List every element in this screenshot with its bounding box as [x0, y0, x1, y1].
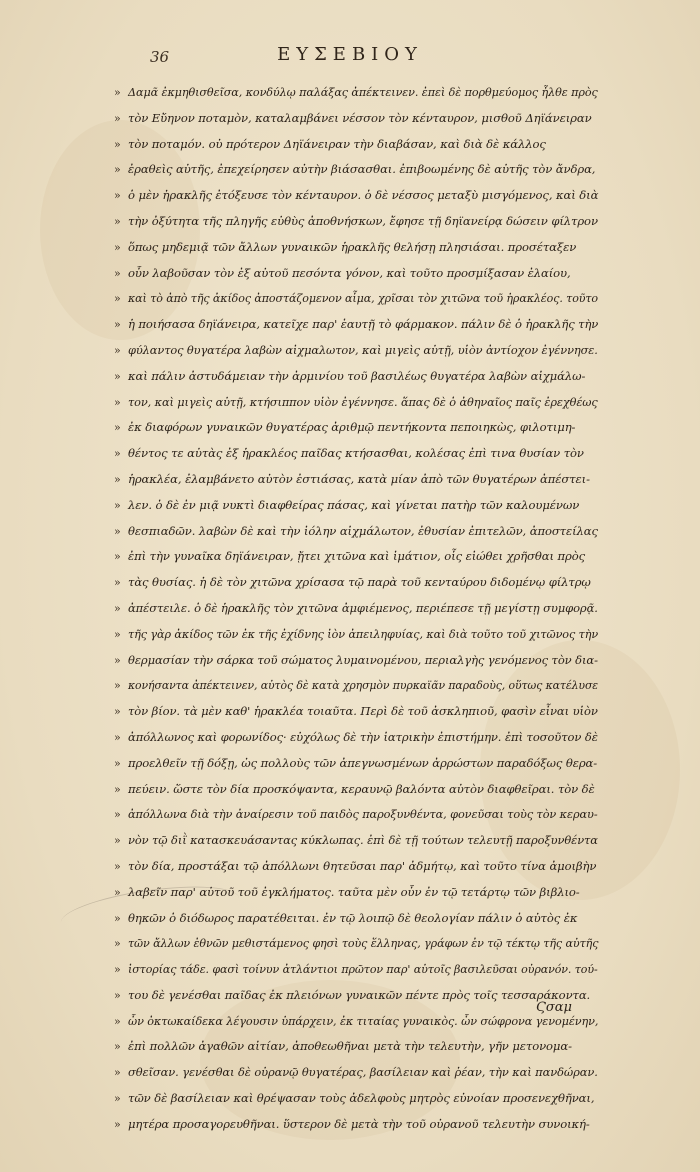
text-line: [114, 828, 598, 854]
quotation-marker: »: [114, 214, 121, 228]
text-line: [114, 261, 598, 287]
quotation-marker: »: [114, 189, 121, 203]
text-line: [114, 596, 598, 622]
quotation-marker: »: [114, 369, 121, 383]
quotation-marker: »: [114, 137, 121, 151]
quotation-marker: »: [114, 988, 121, 1002]
catchword-row: [0, 1000, 700, 1026]
text-line: [114, 673, 599, 699]
quotation-marker: »: [114, 318, 121, 332]
quotation-marker: »: [114, 524, 121, 538]
quotation-marker: »: [114, 1117, 121, 1131]
line-text: θέντος τε αὐτὰς ἐξ ἡρακλέος παῖδας κτήσασθαι, κολέσας ἐπὶ τινα θυσίαν τὸν: [128, 446, 584, 461]
quotation-marker: »: [114, 111, 121, 125]
text-line: [114, 338, 598, 364]
line-text: θερμασίαν τὴν σάρκα τοῦ σώματος λυμαινομένου, περιαλγὴς γενόμενος τὸν δια-: [128, 652, 598, 667]
line-text: κονήσαντα ἀπέκτεινεν, αὐτὸς δὲ κατὰ χρησμὸν πυρκαϊᾶν παραδοὺς, οὕτως κατέλυσε: [128, 678, 599, 693]
text-line: [114, 1034, 598, 1060]
line-text: θεσπιαδῶν. λαβὼν δὲ καὶ τὴν ἰόλην αἰχμάλωτον, ἐθυσίαν ἐπιτελῶν, ἀποστείλας: [128, 523, 598, 538]
quotation-marker: »: [114, 705, 121, 719]
line-text: Δαμᾶ ἐκμηθισθεῖσα, κονδύλῳ παλάξας ἀπέκτεινεν. ἐπεὶ δὲ πορθμεύομος ἦλθε πρὸς: [128, 85, 598, 99]
text-line: [114, 699, 598, 725]
text-line: [114, 286, 599, 312]
line-text: τὸν Εὔηνον ποταμὸν, καταλαμβάνει νέσσον τὸν κένταυρον, μισθοῦ Δηϊάνειραν: [128, 110, 592, 125]
quotation-marker: »: [114, 1014, 121, 1028]
text-line: [114, 519, 598, 545]
quotation-marker: »: [114, 86, 121, 99]
line-text: ὁ μὲν ἡρακλῆς ἐτόξευσε τὸν κένταυρον. ὁ δὲ νέσσος μεταξὺ μισγόμενος, καὶ διὰ: [128, 188, 599, 203]
text-line: [114, 1086, 598, 1112]
text-line: [114, 106, 598, 132]
text-line: [114, 854, 598, 880]
line-text: ἐπὶ τὴν γυναῖκα δηϊάνειραν, ᾔτει χιτῶνα καὶ ἱμάτιον, οἷς εἰώθει χρῆσθαι πρὸς: [128, 549, 586, 564]
text-line: [114, 544, 598, 570]
quotation-marker: »: [114, 550, 121, 564]
text-line: [114, 725, 598, 751]
line-text: ἡρακλέα, ἐλαμβάνετο αὐτὸν ἐστιάσας, κατὰ μίαν ἀπὸ τῶν θυγατέρων ἀπέστει-: [128, 471, 590, 486]
greek-text-block: [114, 80, 599, 1138]
quotation-marker: »: [114, 498, 121, 512]
text-line: [114, 132, 598, 158]
text-line: [114, 209, 598, 235]
text-line: [114, 777, 598, 803]
line-text: καὶ τὸ ἀπὸ τῆς ἀκίδος ἀποστάζομενον αἷμα, χρῖσαι τὸν χιτῶνα τοῦ ἡρακλέος. τοῦτο: [128, 291, 599, 306]
text-line: [114, 1060, 598, 1086]
line-text: ἀπέστειλε. ὁ δὲ ἡρακλῆς τὸν χιτῶνα ἀμφιέμενος, περιέπεσε τῇ μεγίστῃ συμφορᾷ.: [128, 600, 598, 615]
line-text: ὅπως μηδεμιᾷ τῶν ἄλλων γυναικῶν ἡρακλῆς θελήσῃ πλησιάσαι. προσέταξεν: [128, 239, 577, 254]
quotation-marker: »: [114, 627, 121, 641]
text-line: [114, 570, 598, 596]
line-text: του δὲ γενέσθαι παῖδας ἐκ πλειόνων γυναικῶν πέντε πρὸς τοῖς τεσσαράκοντα.: [128, 987, 591, 1002]
line-text: ἐπὶ πολλῶν ἀγαθῶν αἰτίαν, ἀποθεωθῆναι μετὰ τὴν τελευτὴν, γῆν μετονομα-: [128, 1039, 572, 1054]
text-line: [114, 80, 598, 106]
text-line: [114, 441, 598, 467]
line-text: τῶν ἄλλων ἐθνῶν μεθιστάμενος φησὶ τοὺς ἕλληνας, γράφων ἐν τῷ τέκτῳ τῆς αὐτῆς: [128, 936, 599, 951]
line-text: οὖν λαβοῦσαν τὸν ἐξ αὐτοῦ πεσόντα γόνον, καὶ τοῦτο προσμίξασαν ἐλαίου,: [128, 265, 571, 280]
quotation-marker: »: [114, 756, 121, 770]
quotation-marker: »: [114, 1040, 121, 1054]
line-text: πεύειν. ὥστε τὸν δία προσκόψαντα, κεραυνῷ βαλόντα αὐτὸν διαφθεῖραι. τὸν δὲ: [128, 781, 595, 796]
quotation-marker: »: [114, 240, 121, 254]
line-text: τῶν δὲ βασίλειαν καὶ θρέψασαν τοὺς ἀδελφοὺς μητρὸς εὐνοίαν προσενεχθῆναι,: [128, 1091, 595, 1106]
line-text: φύλαντος θυγατέρα λαβὼν αἰχμαλωτον, καὶ μιγεὶς αὐτῇ, υἱὸν ἀντίοχον ἐγέννησε.: [128, 342, 598, 357]
quotation-marker: »: [114, 1092, 121, 1106]
text-line: [114, 235, 598, 261]
quotation-marker: »: [114, 808, 121, 822]
quotation-marker: »: [114, 395, 121, 409]
quotation-marker: »: [114, 963, 121, 977]
text-line: [114, 931, 599, 957]
page-header: [0, 44, 700, 74]
quotation-marker: »: [114, 679, 121, 693]
text-line: [114, 957, 598, 983]
text-line: [114, 493, 598, 519]
line-text: σθεῖσαν. γενέσθαι δὲ οὐρανῷ θυγατέρας, βασίλειαν καὶ ῥέαν, τὴν καὶ πανδώραν.: [128, 1065, 598, 1080]
line-text: ἀπόλλωνα διὰ τὴν ἀναίρεσιν τοῦ παιδὸς παροξυνθέντα, φονεῦσαι τοὺς τὸν κεραυ-: [128, 807, 598, 822]
text-line: [114, 467, 598, 493]
line-text: τὴν ὀξύτητα τῆς πληγῆς εὐθὺς ἀποθνήσκων, ἔφησε τῇ δηϊανείρᾳ δώσειν φίλτρον: [128, 213, 598, 228]
line-text: ὧν ὀκτωκαίδεκα λέγουσιν ὑπάρχειν, ἐκ τιταίας γυναικὸς. ὧν σώφρονα γενομένην,: [128, 1013, 599, 1028]
quotation-marker: »: [114, 343, 121, 357]
line-text: τῆς γὰρ ἀκίδος τῶν ἐκ τῆς ἐχίδνης ἰὸν ἀπειληφυίας, καὶ διὰ τοῦτο τοῦ χιτῶνος τὴν: [128, 626, 599, 641]
quotation-marker: »: [114, 292, 121, 306]
line-text: ἐκ διαφόρων γυναικῶν θυγατέρας ἀριθμῷ πεντήκοντα πεποιηκὼς, φιλοτιμη-: [128, 420, 576, 435]
quotation-marker: »: [114, 782, 121, 796]
line-text: προελθεῖν τῇ δόξῃ, ὡς πολλοὺς τῶν ἀπεγνωσμένων ἀρρώστων παραδόξως θερα-: [128, 755, 598, 770]
quotation-marker: »: [114, 653, 121, 667]
quotation-marker: »: [114, 859, 121, 873]
line-text: τὸν βίον. τὰ μὲν καθ' ἡρακλέα τοιαῦτα. Περὶ δὲ τοῦ ἀσκληπιοῦ, φασὶν εἶναι υἱὸν: [128, 704, 598, 719]
line-text: τὰς θυσίας. ἡ δὲ τὸν χιτῶνα χρίσασα τῷ παρὰ τοῦ κενταύρου διδομένῳ φίλτρῳ: [128, 575, 591, 590]
text-line: [114, 183, 599, 209]
catchword: Ϛσαμ: [535, 1000, 572, 1015]
quotation-marker: »: [114, 447, 121, 461]
quotation-marker: »: [114, 730, 121, 744]
page-number: 36: [150, 48, 170, 66]
text-line: [114, 751, 598, 777]
line-text: λαβεῖν παρ' αὐτοῦ τοῦ ἐγκλήματος. ταῦτα μὲν οὖν ἐν τῷ τετάρτῳ τῶν βιβλιο-: [128, 884, 580, 899]
text-line: [114, 1112, 598, 1138]
line-text: νὸν τῷ διῒ κατασκευάσαντας κύκλωπας. ἐπὶ δὲ τῇ τούτων τελευτῇ παροξυνθέντα: [128, 833, 598, 848]
line-text: ἐραθεὶς αὐτῆς, ἐπεχείρησεν αὐτὴν βιάσασθαι. ἐπιβοωμένης δὲ αὐτῆς τὸν ἄνδρα,: [128, 162, 596, 177]
line-text: τὸν ποταμόν. οὐ πρότερον Δηϊάνειραν τὴν διαβάσαν, καὶ διὰ δὲ κάλλος: [128, 136, 546, 151]
line-text: ἡ ποιήσασα δηϊάνειρα, κατεῖχε παρ' ἑαυτῇ τὸ φάρμακον. πάλιν δὲ ὁ ἡρακλῆς τὴν: [128, 317, 599, 332]
line-text: καὶ πάλιν ἀστυδάμειαν τὴν ἀρμινίου τοῦ βασιλέως θυγατέρα λαβὼν αἰχμάλω-: [128, 368, 586, 383]
text-line: [114, 622, 599, 648]
quotation-marker: »: [114, 885, 121, 899]
text-line: [114, 390, 598, 416]
quotation-marker: »: [114, 472, 121, 486]
line-text: θηκῶν ὁ διόδωρος παρατέθειται. ἐν τῷ λοιπῷ δὲ θεολογίαν πάλιν ὁ αὐτὸς ἐκ: [128, 910, 578, 925]
quotation-marker: »: [114, 163, 121, 177]
quotation-marker: »: [114, 911, 121, 925]
quotation-marker: »: [114, 1066, 121, 1080]
text-line: [114, 312, 599, 338]
text-line: [114, 802, 598, 828]
line-text: τον, καὶ μιγεὶς αὐτῇ, κτήσιππον υἱὸν ἐγέννησε. ἅπας δὲ ὁ ἀθηναῖος παῖς ἐρεχθέως: [128, 394, 598, 409]
quotation-marker: »: [114, 576, 121, 590]
quotation-marker: »: [114, 601, 121, 615]
text-line: [114, 415, 598, 441]
line-text: μητέρα προσαγορευθῆναι. ὕστερον δὲ μετὰ τὴν τοῦ οὐρανοῦ τελευτὴν συνοική-: [128, 1116, 590, 1131]
text-line: [114, 648, 598, 674]
quotation-marker: »: [114, 937, 121, 951]
quotation-marker: »: [114, 834, 121, 848]
text-line: [114, 364, 598, 390]
line-text: ἀπόλλωνος καὶ φορωνίδος· εὐχόλως δὲ τὴν ἰατρικὴν ἐπιστήμην. ἐπὶ τοσοῦτον δὲ: [128, 729, 598, 744]
text-line: [114, 157, 598, 183]
line-text: λεν. ὁ δὲ ἐν μιᾷ νυκτὶ διαφθείρας πάσας, καὶ γίνεται πατὴρ τῶν καλουμένων: [128, 497, 580, 512]
quotation-marker: »: [114, 421, 121, 435]
line-text: ἱστορίας τάδε. φασὶ τοίνυν ἀτλάντιοι πρῶτον παρ' αὐτοῖς βασιλεῦσαι οὐρανόν. τού-: [128, 962, 598, 977]
line-text: τὸν δία, προστάξαι τῷ ἀπόλλωνι θητεῦσαι παρ' ἀδμήτῳ, καὶ τοῦτο τίνα ἀμοιβὴν: [128, 858, 597, 873]
quotation-marker: »: [114, 266, 121, 280]
running-head: ΕΥΣΕΒΙΟΥ: [277, 44, 423, 65]
